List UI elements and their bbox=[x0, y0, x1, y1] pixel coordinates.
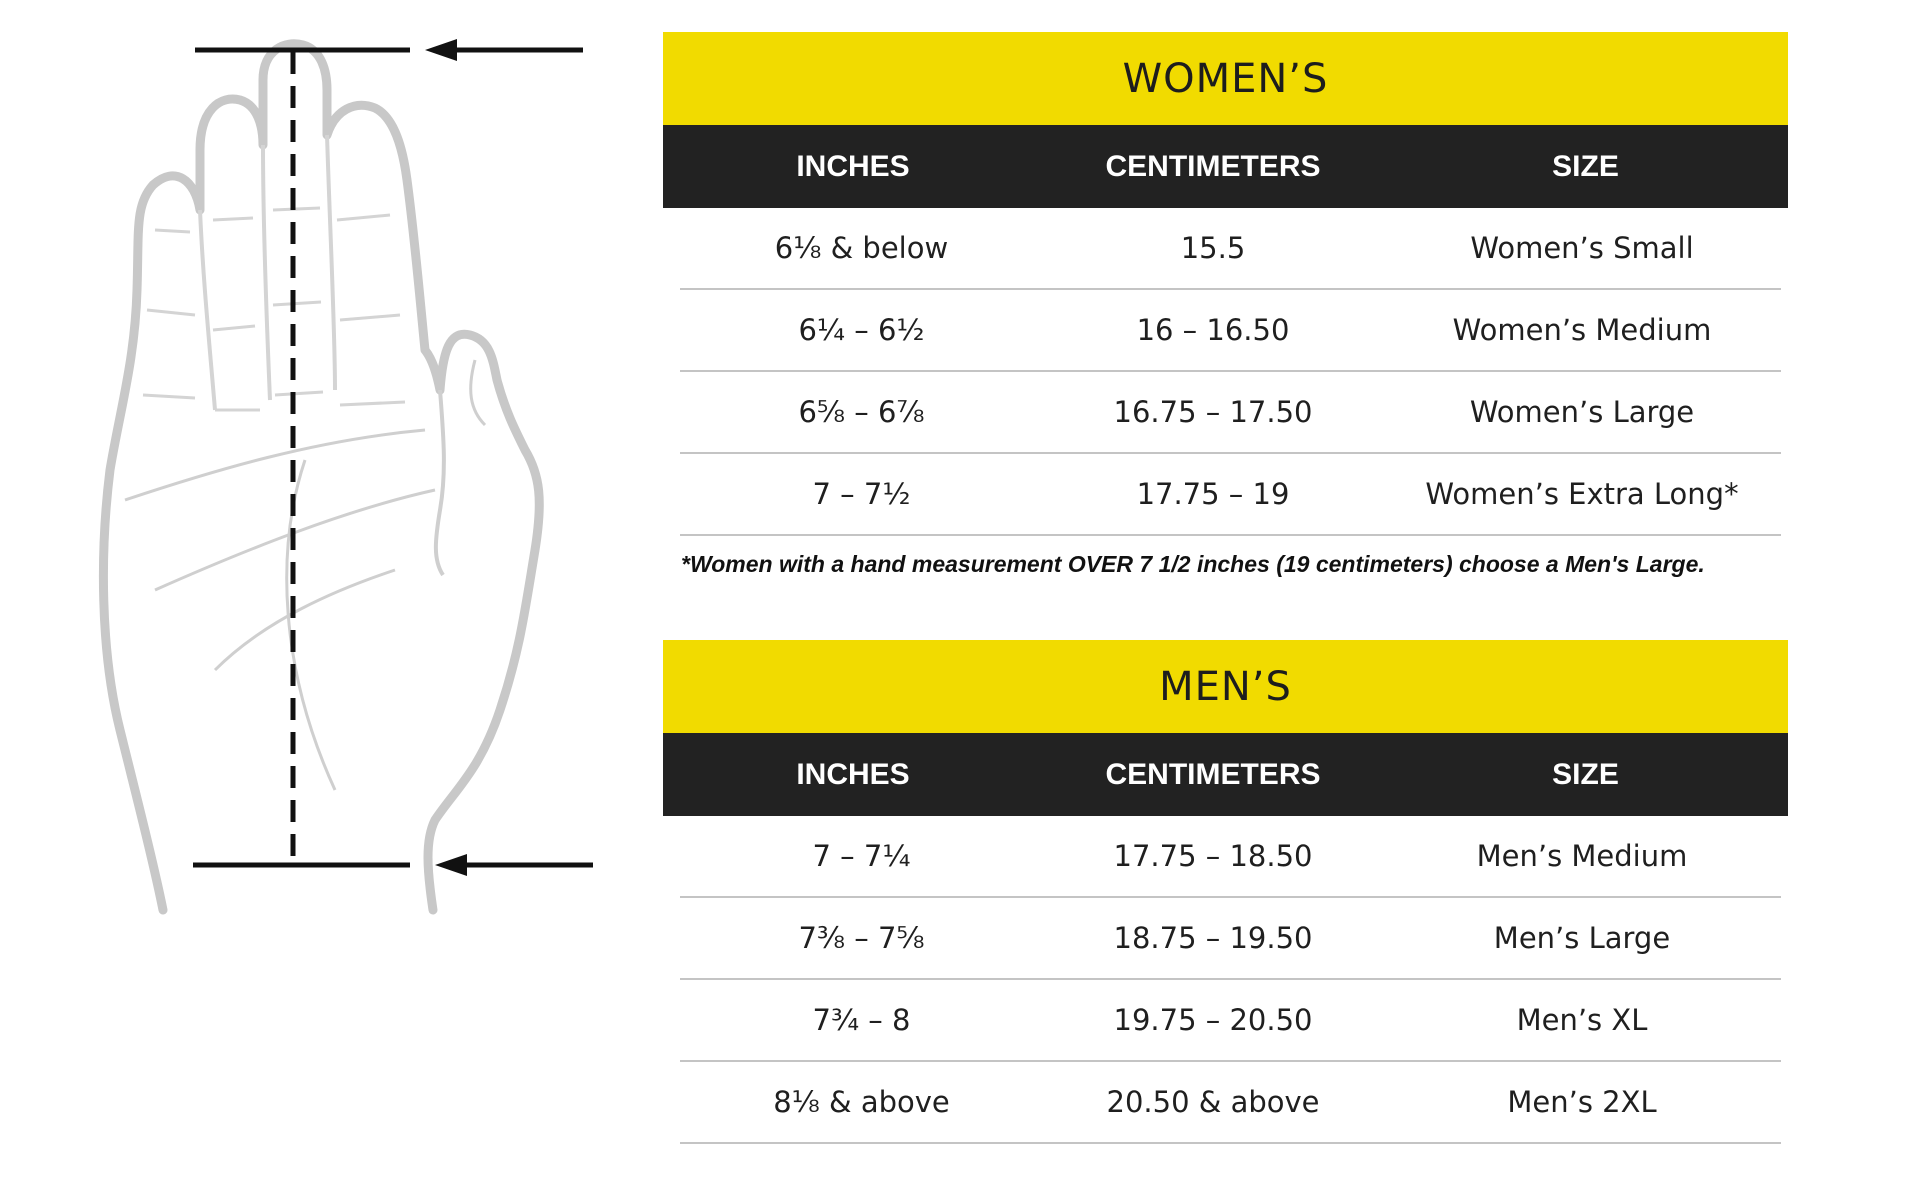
inches-cell: 7 – 7¼ bbox=[812, 839, 911, 873]
table-title: WOMEN’S bbox=[663, 32, 1788, 125]
table-row bbox=[680, 898, 1781, 980]
inches-cell: 6⅛ & below bbox=[774, 231, 949, 265]
size-cell: Women’s Extra Long* bbox=[1425, 477, 1739, 511]
table-row bbox=[680, 454, 1781, 536]
size-cell: Women’s Large bbox=[1469, 395, 1695, 429]
womens-size-table bbox=[663, 32, 1788, 580]
column-header-centimeters: CENTIMETERS bbox=[1105, 149, 1321, 183]
table-title: MEN’S bbox=[663, 640, 1788, 733]
table-row bbox=[680, 372, 1781, 454]
table-header-row bbox=[663, 733, 1788, 816]
inches-cell: 8⅛ & above bbox=[773, 1085, 950, 1119]
centimeters-cell: 20.50 & above bbox=[1106, 1085, 1320, 1119]
mens-size-table bbox=[663, 640, 1788, 1144]
size-cell: Women’s Small bbox=[1470, 231, 1694, 265]
table-row bbox=[680, 208, 1781, 290]
centimeters-cell: 17.75 – 18.50 bbox=[1113, 839, 1313, 873]
table-row bbox=[680, 1062, 1781, 1144]
womens-footnote: *Women with a hand measurement OVER 7 1/2 inches (19 centimeters) choose a Men's Large. bbox=[681, 551, 1705, 577]
inches-cell: 7⅜ – 7⅝ bbox=[798, 921, 925, 955]
size-cell: Men’s Medium bbox=[1476, 839, 1688, 873]
centimeters-cell: 19.75 – 20.50 bbox=[1113, 1003, 1313, 1037]
inches-cell: 6¼ – 6½ bbox=[798, 313, 925, 347]
inches-cell: 7¾ – 8 bbox=[812, 1003, 911, 1037]
size-cell: Men’s XL bbox=[1516, 1003, 1648, 1037]
centimeters-cell: 15.5 bbox=[1180, 231, 1246, 265]
centimeters-cell: 16 – 16.50 bbox=[1136, 313, 1290, 347]
top-arrow-icon bbox=[425, 39, 583, 61]
column-header-centimeters: CENTIMETERS bbox=[1105, 757, 1321, 791]
table-row bbox=[680, 816, 1781, 898]
table-header-row bbox=[663, 125, 1788, 208]
column-header-inches: INCHES bbox=[796, 757, 910, 791]
hand-measurement-illustration bbox=[95, 30, 615, 930]
centimeters-cell: 18.75 – 19.50 bbox=[1113, 921, 1313, 955]
hand-diagram bbox=[95, 30, 615, 930]
column-header-inches: INCHES bbox=[796, 149, 910, 183]
size-cell: Women’s Medium bbox=[1452, 313, 1712, 347]
table-body bbox=[680, 816, 1781, 1144]
inches-cell: 6⅝ – 6⅞ bbox=[798, 395, 925, 429]
inches-cell: 7 – 7½ bbox=[812, 477, 911, 511]
table-row bbox=[680, 290, 1781, 372]
table-body bbox=[680, 208, 1781, 536]
size-cell: Men’s Large bbox=[1493, 921, 1671, 955]
table-row bbox=[680, 980, 1781, 1062]
centimeters-cell: 16.75 – 17.50 bbox=[1113, 395, 1313, 429]
hand-outline bbox=[103, 44, 539, 910]
size-cell: Men’s 2XL bbox=[1507, 1085, 1657, 1119]
column-header-size: SIZE bbox=[1552, 757, 1619, 791]
centimeters-cell: 17.75 – 19 bbox=[1136, 477, 1290, 511]
column-header-size: SIZE bbox=[1552, 149, 1619, 183]
bottom-arrow-icon bbox=[435, 854, 593, 876]
